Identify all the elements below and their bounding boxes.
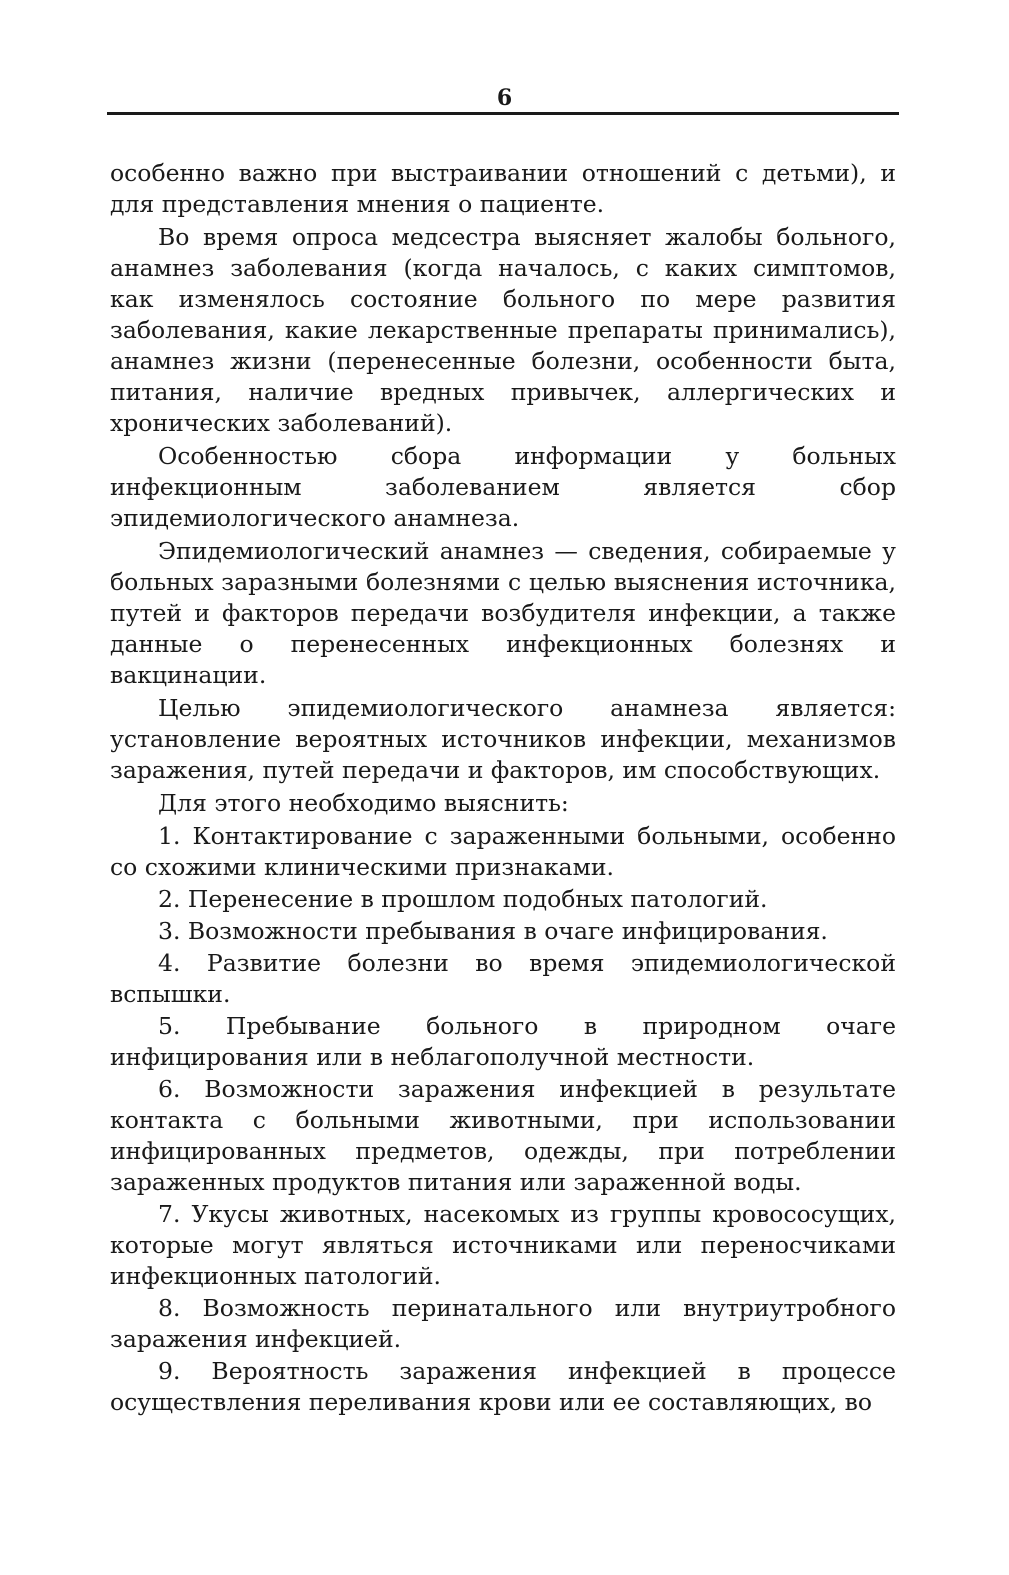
paragraph: особенно важно при выстраивании отношений с детьми), и для представления мнения о пациенте. <box>110 159 896 218</box>
paragraph: Особенностью сбора информации у больных инфекционным заболеванием является сбор эпидемиологического анамнеза. <box>110 442 896 532</box>
body-text <box>110 158 896 1419</box>
list-item: 4. Развитие болезни во время эпидемиологической вспышки. <box>110 949 896 1008</box>
paragraph: Целью эпидемиологического анамнеза является: установление вероятных источников инфекции, механизмов заражения, путей передачи и факторов, им способствующих. <box>110 694 896 784</box>
list-item: 6. Возможности заражения инфекцией в результате контакта с больными животными, при использовании инфицированных предметов, одежды, при потреблении зараженных продуктов питания или зараженной воды. <box>110 1075 896 1196</box>
list-item: 9. Вероятность заражения инфекцией в процессе осуществления переливания крови или ее составляющих, во <box>110 1357 896 1416</box>
paragraph: Эпидемиологический анамнез — сведения, собираемые у больных заразными болезнями с целью выяснения источника, путей и факторов передачи возбудителя инфекции, а также данные о перенесенных инфекционных болезнях и вакцинации. <box>110 537 896 689</box>
page-number: 6 <box>496 85 513 111</box>
paragraph: Во время опроса медсестра выясняет жалобы больного, анамнез заболевания (когда началось, с каких симптомов, как изменялось состояние больного по мере развития заболевания, какие лекарственные препараты принимались), анамнез жизни (перенесенные болезни, особенности быта, питания, наличие вредных привычек, аллергических и хронических заболеваний). <box>110 223 896 437</box>
paragraph: Для этого необходимо выяснить: <box>158 789 569 817</box>
list-item: 3. Возможности пребывания в очаге инфицирования. <box>158 917 828 945</box>
list-item: 5. Пребывание больного в природном очаге инфицирования или в неблагополучной местности. <box>110 1012 896 1071</box>
list-item: 1. Контактирование с зараженными больными, особенно со схожими клиническими признаками. <box>110 822 896 881</box>
list-item: 8. Возможность перинатального или внутриутробного заражения инфекцией. <box>110 1294 896 1353</box>
header-rule <box>107 112 899 115</box>
list-item: 7. Укусы животных, насекомых из группы кровососущих, которые могут являться источниками или переносчиками инфекционных патологий. <box>110 1200 896 1290</box>
list-item: 2. Перенесение в прошлом подобных патологий. <box>158 885 768 913</box>
